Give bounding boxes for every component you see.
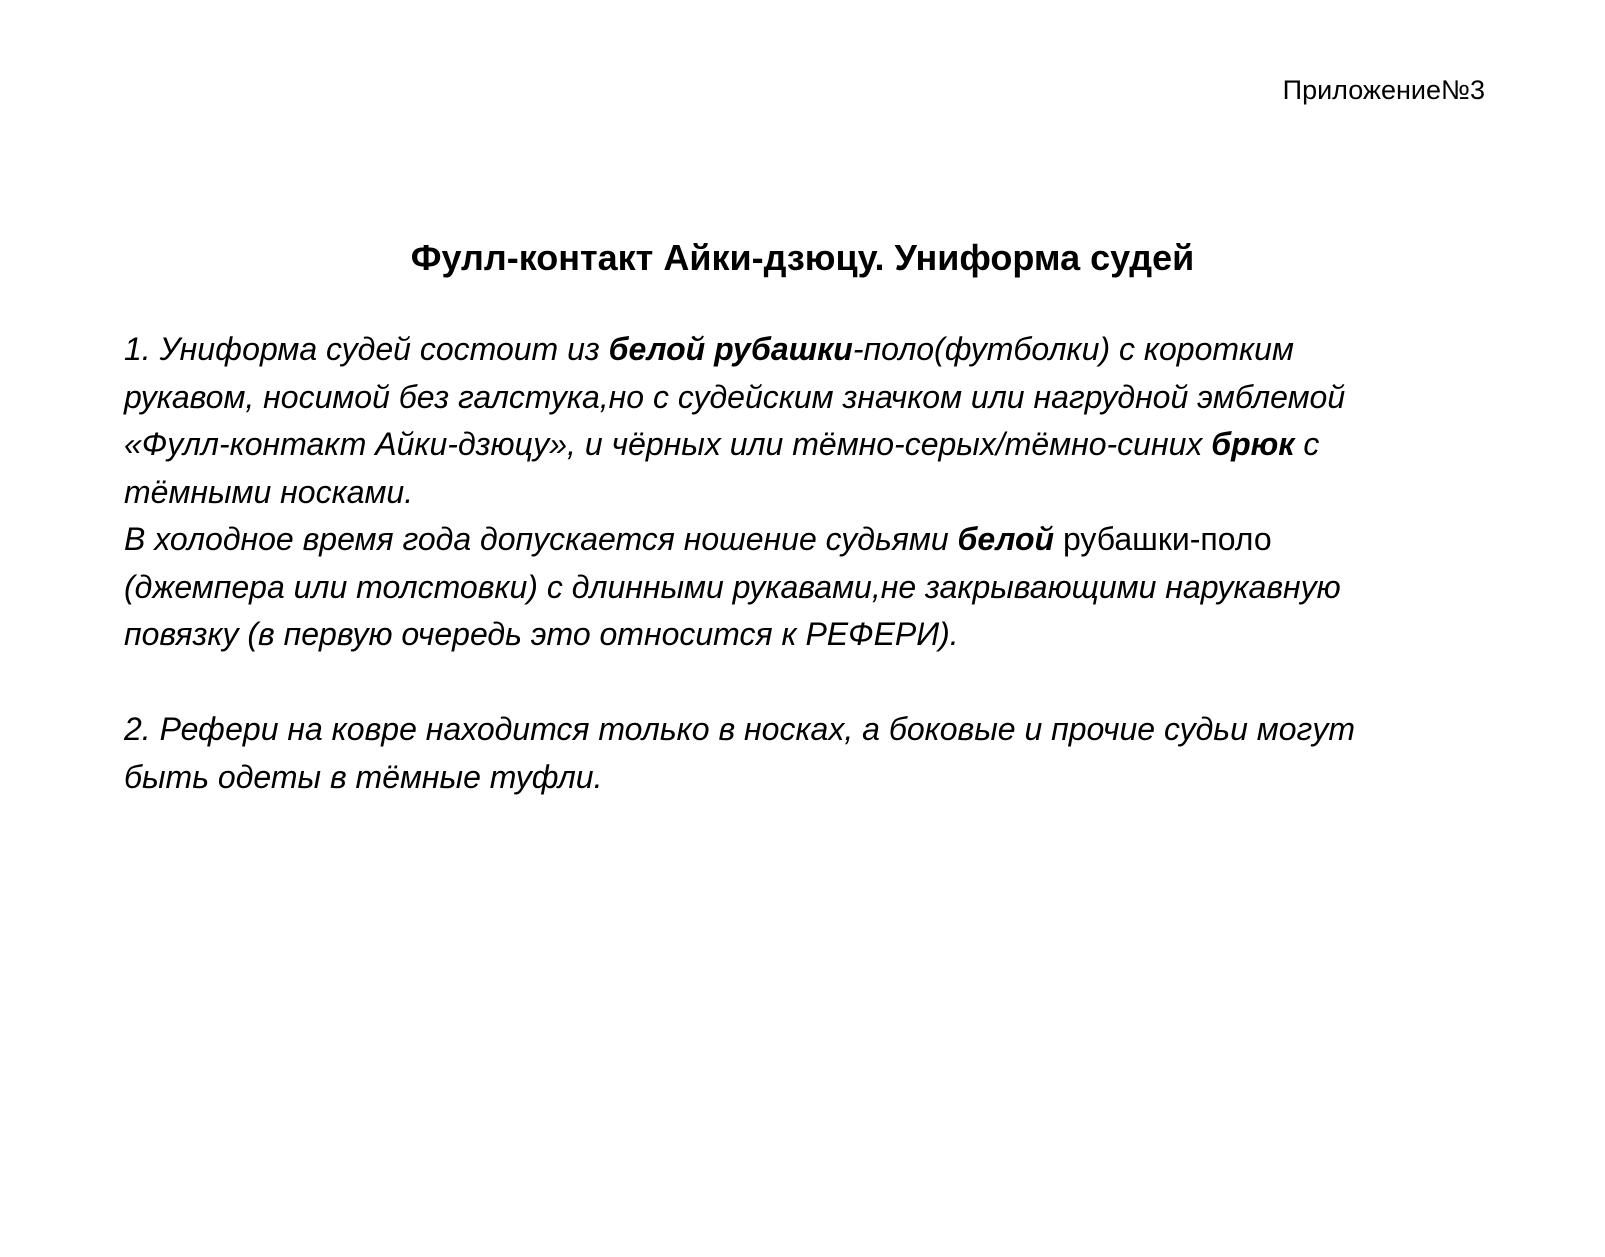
paragraph-1-line-1 xyxy=(124,326,1504,374)
paragraph-2-line-1: 2. Рефери на ковре находится только в носках, а боковые и прочие судьи могут xyxy=(124,711,1355,747)
bold-text-run: брюк xyxy=(1211,426,1295,462)
text-run: «Фулл-контакт Айки-дзюцу», и чёрных или тёмно-серых/тёмно-синих xyxy=(124,426,1212,462)
paragraph-2-line-2: быть одеты в тёмные туфли. xyxy=(124,758,603,795)
paragraph-1-line-4: тёмными носками. xyxy=(124,473,414,510)
bold-text-run: белой рубашки xyxy=(608,331,853,367)
appendix-label: Приложение№3 xyxy=(1282,75,1485,105)
paragraph-spacer xyxy=(124,659,1504,707)
paragraph-1-line-3 xyxy=(124,421,1504,469)
upright-text-run: рубашки-поло xyxy=(1054,521,1272,557)
bold-text-run: белой xyxy=(957,521,1055,557)
text-run: 1. Униформа судей состоит из xyxy=(124,331,609,367)
paragraph-1-line-5 xyxy=(124,516,1504,564)
text-run: -поло(футболки) с коротким xyxy=(852,331,1294,367)
text-run: В холодное время года допускается ношение судьями xyxy=(124,521,958,557)
paragraph-1-line-6: (джемпера или толстовки) с длинными рукавами,не закрывающими нарукавную xyxy=(124,568,1341,605)
text-run: с xyxy=(1294,426,1320,462)
document-title: Фулл-контакт Айки-дзюцу. Униформа судей xyxy=(410,237,1195,278)
paragraph-1-line-2: рукавом, носимой без галстука,но с судейским значком или нагрудной эмблемой xyxy=(124,378,1346,415)
document-body xyxy=(124,326,1504,801)
paragraph-1-line-7: повязку (в первую очередь это относится к РЕФЕРИ). xyxy=(124,616,959,652)
